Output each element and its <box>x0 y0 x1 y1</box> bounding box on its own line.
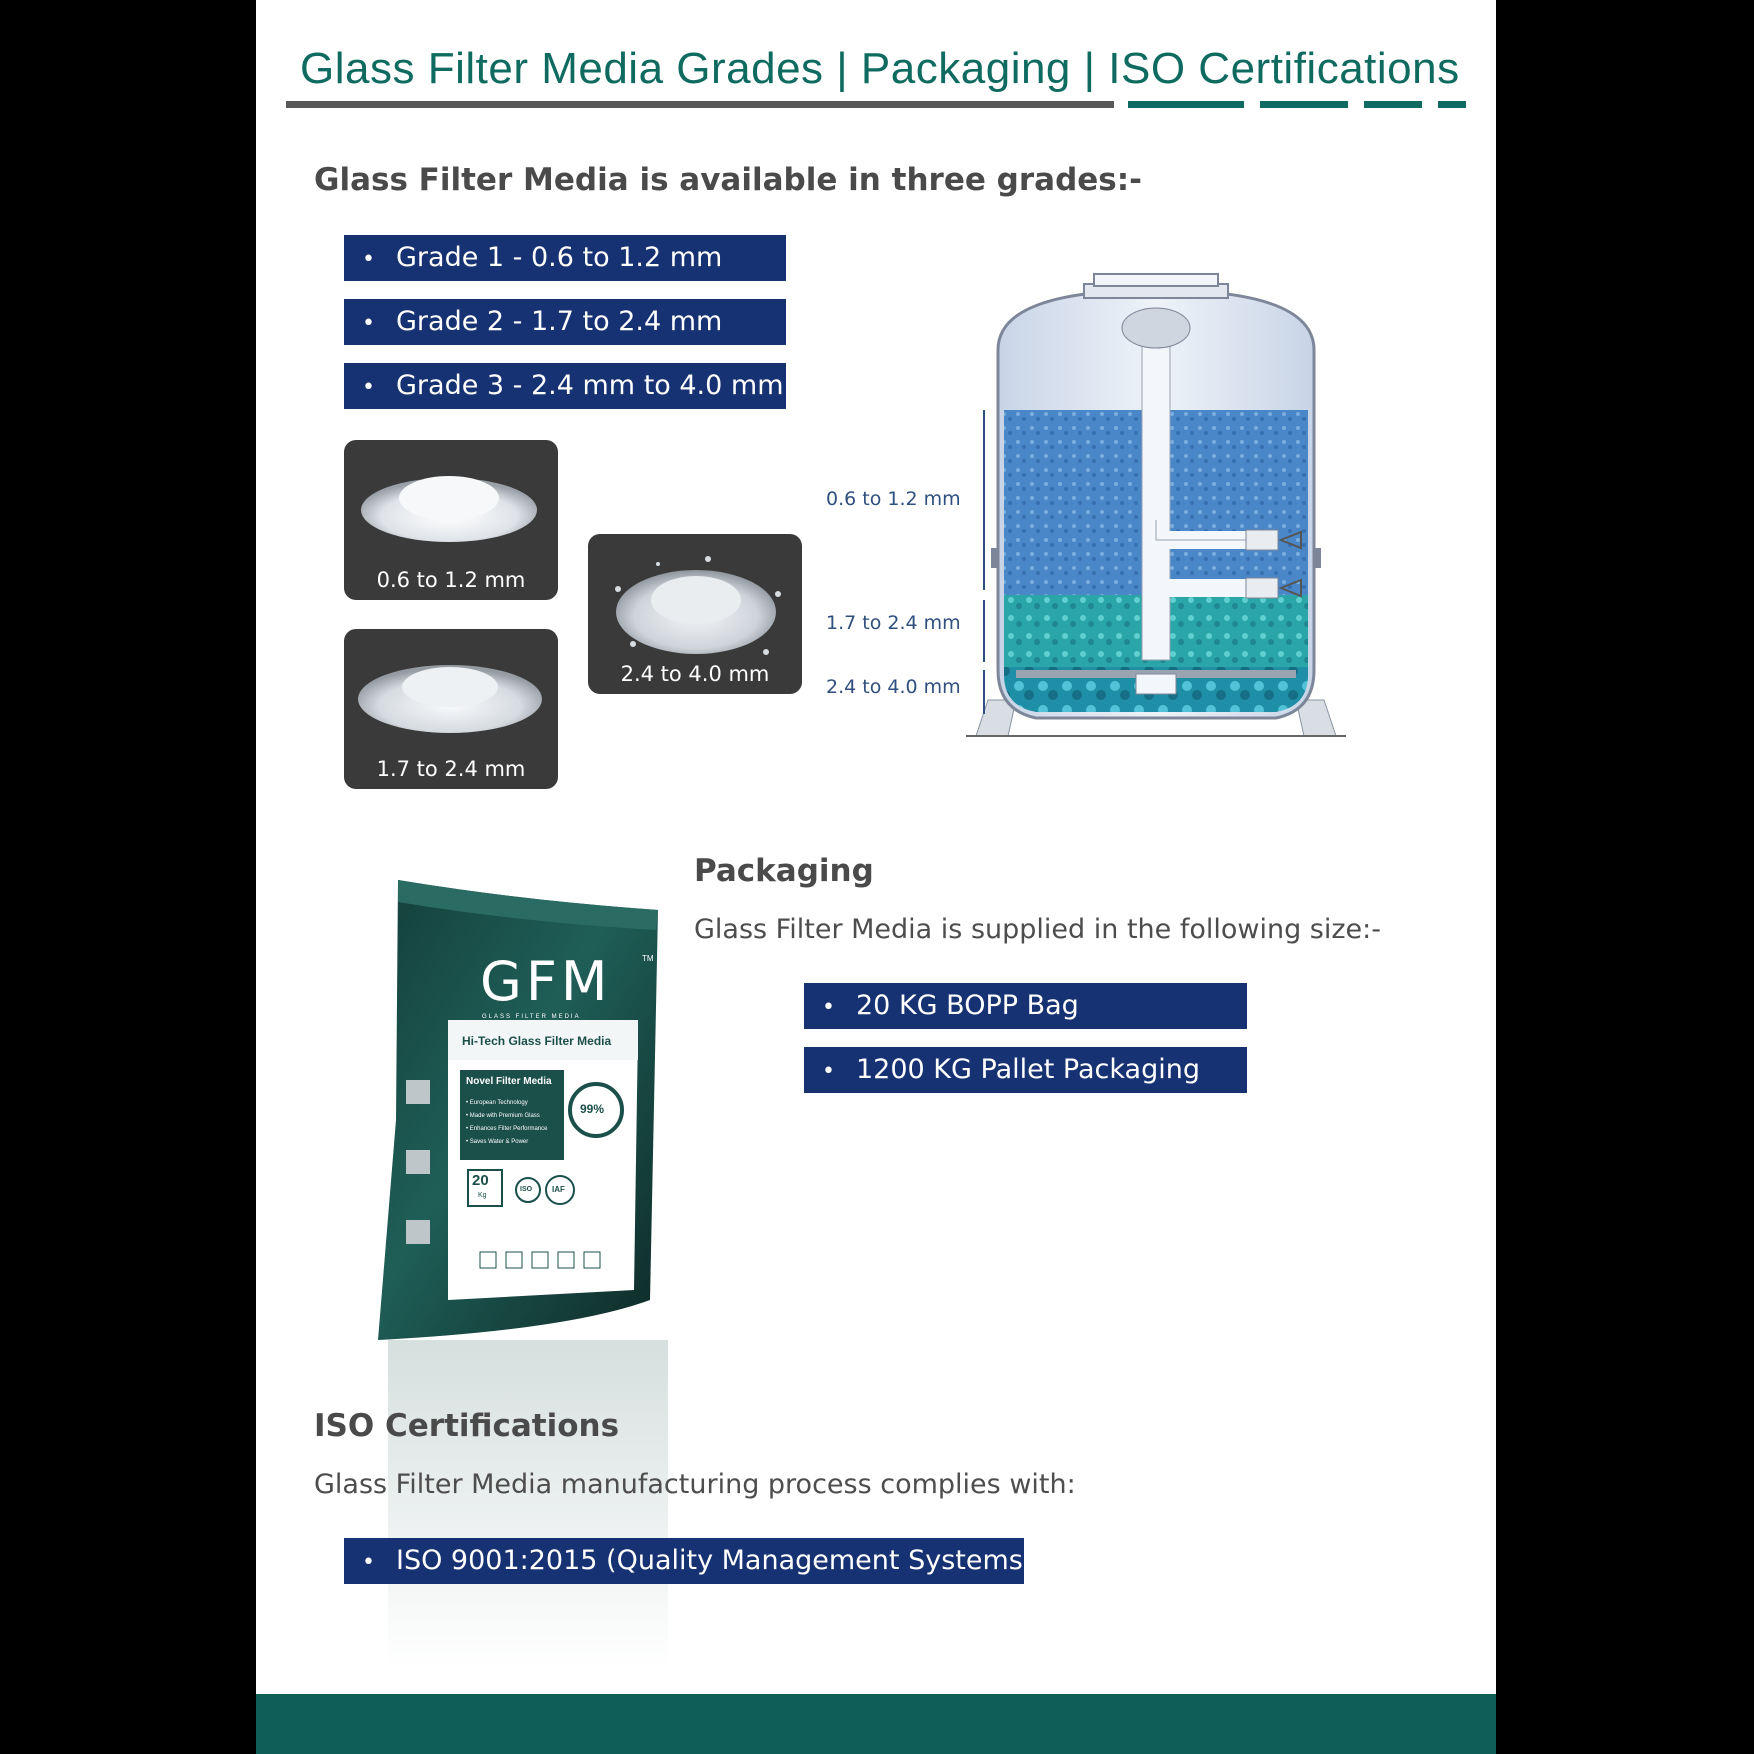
title-underline-segment <box>1260 101 1348 108</box>
packaging-label: 1200 KG Pallet Packaging <box>856 1054 1200 1085</box>
layer-label: 0.6 to 1.2 mm <box>826 488 961 510</box>
sample-tile-grade-3 <box>588 534 802 694</box>
iso-item <box>344 1538 1034 1584</box>
layer-label: 2.4 to 4.0 mm <box>826 676 961 698</box>
packaging-heading: Packaging <box>694 853 874 889</box>
grade-item <box>344 363 786 409</box>
sample-caption: 2.4 to 4.0 mm <box>620 662 770 686</box>
bag-brand-logo: GFM <box>480 950 612 1013</box>
bag-weight: 20 <box>472 1172 489 1189</box>
layer-label: 1.7 to 2.4 mm <box>826 612 961 634</box>
bag-brand-subtitle: GLASS FILTER MEDIA <box>482 1014 581 1020</box>
bullet: • <box>822 1059 835 1084</box>
filter-vessel-illustration <box>916 270 1396 750</box>
packaging-intro: Glass Filter Media is supplied in the following size:- <box>694 914 1381 945</box>
bullet: • <box>362 1550 375 1575</box>
bag-tagline: Hi-Tech Glass Filter Media <box>462 1034 612 1048</box>
bag-cert-iaf: IAF <box>552 1185 565 1194</box>
bullet: • <box>822 995 835 1020</box>
title-underline-segment <box>1128 101 1244 108</box>
bag-side-text: Hi-Tech Glass Filter Media <box>308 1020 318 1126</box>
sample-caption: 1.7 to 2.4 mm <box>376 757 526 781</box>
grade-label: Grade 3 - 2.4 mm to 4.0 mm <box>396 370 784 401</box>
bag-weight-unit: Kg <box>478 1192 487 1199</box>
bullet: • <box>362 311 375 336</box>
grade-label: Grade 2 - 1.7 to 2.4 mm <box>396 306 723 337</box>
title-underline-segment <box>1364 101 1422 108</box>
grades-heading: Glass Filter Media is available in three grades:- <box>314 162 1142 198</box>
packaging-item <box>804 983 1247 1029</box>
iso-intro: Glass Filter Media manufacturing process complies with: <box>314 1469 1076 1500</box>
footer-band <box>256 1694 1496 1754</box>
title-underline-segment <box>1438 101 1466 108</box>
packaging-label: 20 KG BOPP Bag <box>856 990 1079 1021</box>
page-title: Glass Filter Media Grades | Packaging | ISO Certifications <box>300 44 1460 93</box>
bag-box-title: Novel Filter Media <box>466 1076 552 1087</box>
iso-label: ISO 9001:2015 (Quality Management Systems) <box>396 1545 1034 1576</box>
bag-trademark: TM <box>642 954 654 963</box>
title-underline <box>286 101 1114 108</box>
bag-badge: 99% <box>580 1102 605 1116</box>
sample-tile-grade-1 <box>344 440 558 600</box>
bag-feature: • Made with Premium Glass <box>466 1113 540 1119</box>
bag-feature: • Saves Water & Power <box>466 1139 529 1145</box>
bag-feature: • Enhances Filter Performance <box>466 1126 548 1132</box>
grade-label: Grade 1 - 0.6 to 1.2 mm <box>396 242 723 273</box>
packaging-item <box>804 1047 1247 1093</box>
bullet: • <box>362 375 375 400</box>
document-page <box>256 0 1496 1754</box>
iso-heading: ISO Certifications <box>314 1408 620 1444</box>
bullet: • <box>362 247 375 272</box>
grade-item <box>344 299 786 345</box>
filter-vessel-diagram <box>826 270 1396 750</box>
bag-feature: • European Technology <box>466 1100 528 1106</box>
sample-caption: 0.6 to 1.2 mm <box>376 568 526 592</box>
bag-cert-iso: ISO <box>520 1186 533 1193</box>
grade-item <box>344 235 786 281</box>
sample-tile-grade-2 <box>344 629 558 789</box>
